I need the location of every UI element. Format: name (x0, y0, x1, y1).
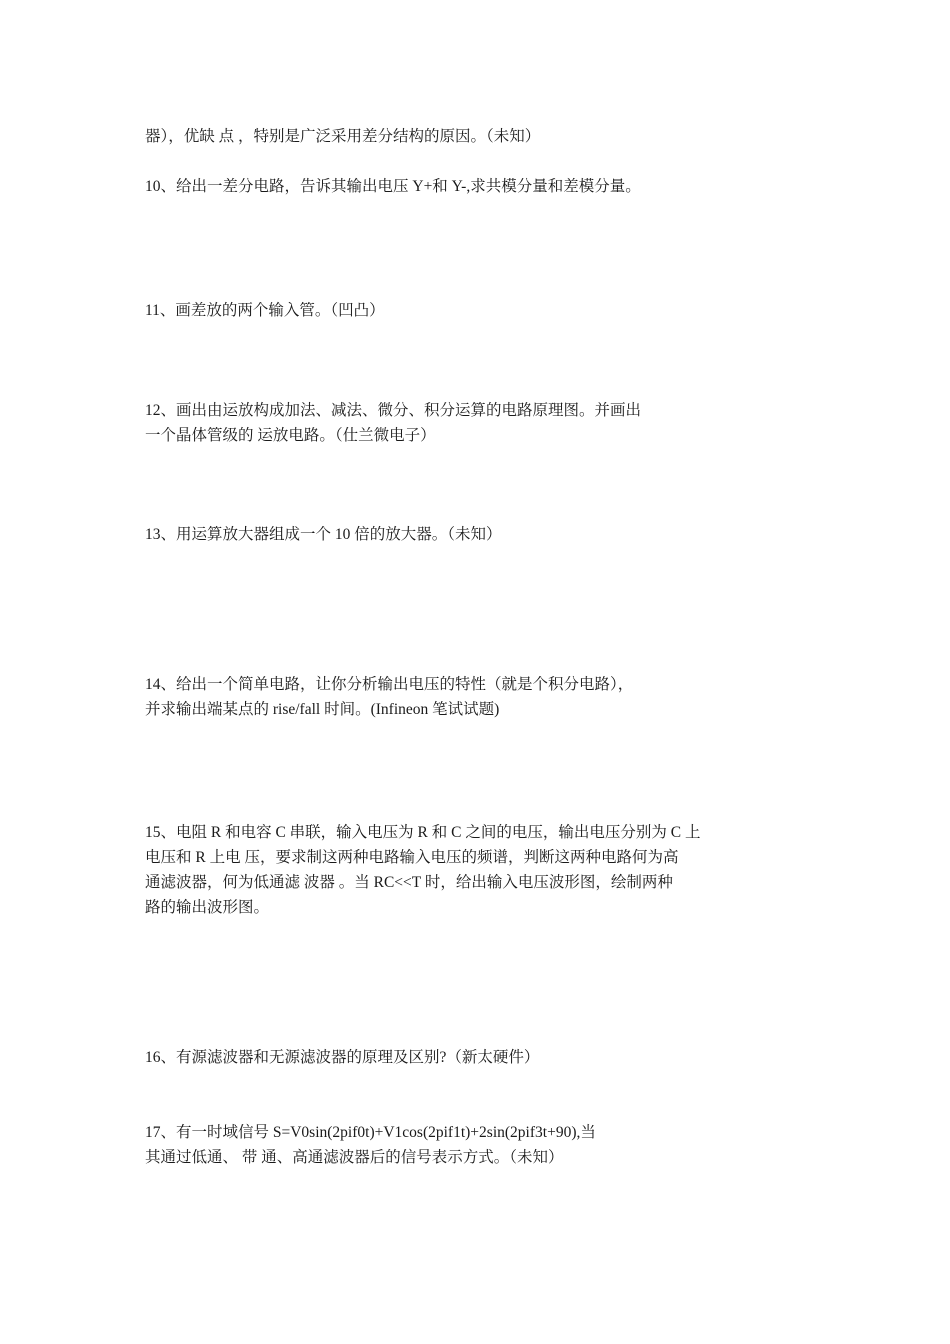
text-line: 15、电阻 R 和电容 C 串联，输入电压为 R 和 C 之间的电压，输出电压分别为 C 上 (145, 824, 701, 841)
question-13 (145, 522, 765, 547)
text-line: 并求输出端某点的 rise/fall 时间。(Infineon 笔试试题) (145, 701, 500, 718)
text-line: 17、有一时域信号 S=V0sin(2pif0t)+V1cos(2pif1t)+2sin(2pif3t+90),当 (145, 1124, 596, 1141)
question-11 (145, 298, 765, 323)
question-12 (145, 398, 765, 448)
text-line: 器），优缺 点 ，特别是广泛采用差分结构的原因。（未知） (145, 128, 541, 145)
text-line: 电压和 R 上电 压，要求制这两种电路输入电压的频谱，判断这两种电路何为高 (145, 849, 679, 866)
text-line: 通滤波器，何为低通滤 波器 。当 RC<<T 时，给出输入电压波形图，绘制两种 (145, 874, 673, 891)
text-line: 12、画出由运放构成加法、减法、微分、积分运算的电路原理图。并画出 (145, 402, 642, 419)
text-line: 路的输出波形图。 (145, 899, 270, 916)
text-line: 14、给出一个简单电路，让你分析输出电压的特性（就是个积分电路）， (145, 676, 634, 693)
question-10 (145, 174, 765, 199)
question-14 (145, 672, 765, 722)
text-line: 其通过低通、 带 通、高通滤波器后的信号表示方式。（未知） (145, 1149, 564, 1166)
text-line: 13、用运算放大器组成一个 10 倍的放大器。（未知） (145, 526, 502, 543)
text-line: 10、给出一差分电路，告诉其输出电压 Y+和 Y-,求共模分量和差模分量。 (145, 178, 641, 195)
question-15 (145, 820, 765, 920)
text-line: 16、有源滤波器和无源滤波器的原理及区别?（新太硬件） (145, 1049, 540, 1066)
question-16 (145, 1045, 765, 1070)
text-line: 11、画差放的两个输入管。（凹凸） (145, 302, 385, 319)
question-17 (145, 1120, 765, 1170)
intro-paragraph (145, 124, 765, 149)
text-line: 一个晶体管级的 运放电路。（仕兰微电子） (145, 427, 436, 444)
